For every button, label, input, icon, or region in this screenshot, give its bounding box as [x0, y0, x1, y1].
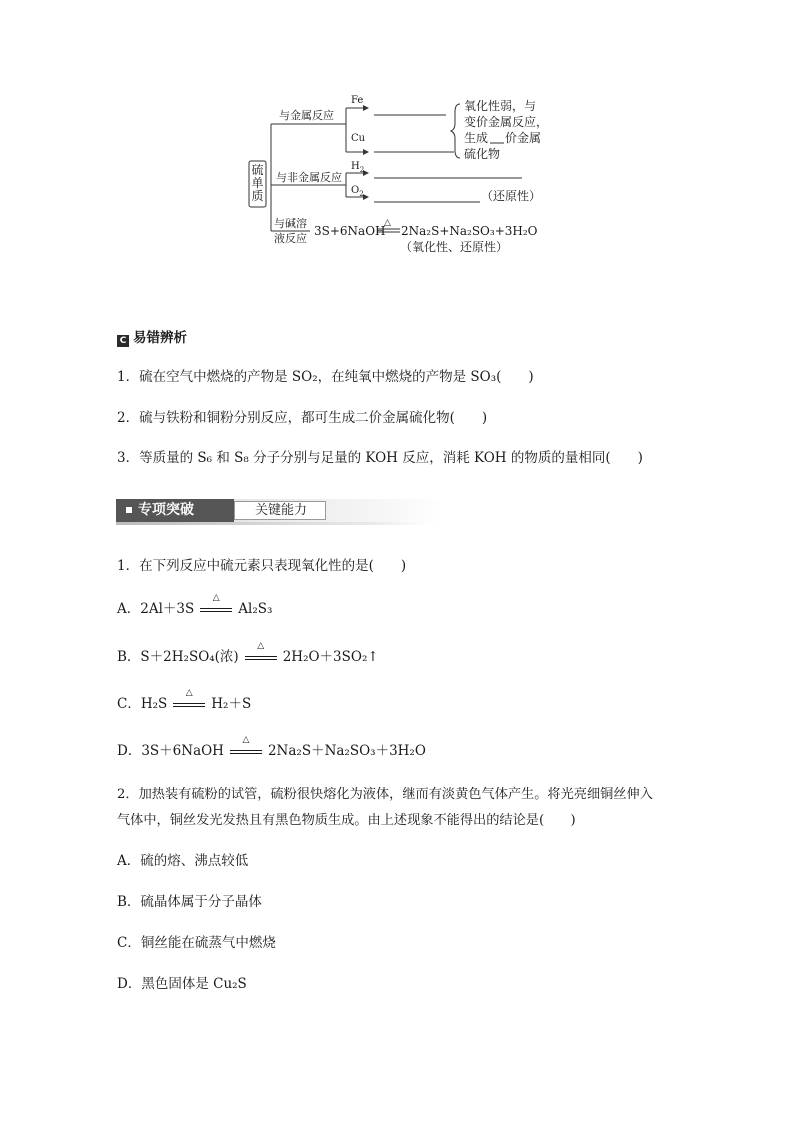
q2-option-b: B．硫晶体属于分子晶体: [117, 894, 262, 910]
fe-label: Fe: [351, 95, 364, 106]
q2-option-a: A．硫的熔、沸点较低: [117, 853, 249, 869]
diagram-lines: [0, 0, 794, 270]
banner-title: 专项突破: [138, 502, 194, 518]
q2-option-c: C．铜丝能在硫蒸气中燃烧: [117, 935, 276, 951]
alkali-rhs: 2Na₂S+Na₂SO₃+3H₂O: [401, 224, 538, 238]
q1-option-a: A．2Al＋3S △ Al₂S₃: [117, 592, 273, 617]
reducing-note: （还原性）: [481, 189, 542, 203]
error-item-3: 3．等质量的 S₆ 和 S₈ 分子分别与足量的 KOH 反应，消耗 KOH 的物质的量相同( ): [117, 450, 643, 466]
h2-label: $H_2$: [351, 161, 365, 174]
heat-symbol: △: [212, 592, 220, 603]
metal-note-1: 氧化性弱，与: [464, 99, 537, 113]
banner-tag: 关键能力: [254, 503, 307, 518]
error-item-1: 1．硫在空气中燃烧的产物是 SO₂，在纯氧中燃烧的产物是 SO₃( ): [117, 369, 534, 385]
q2-stem-line-2: 气体中，铜丝发光发热且有黑色物质生成。由上述现象不能得出的结论是( ): [117, 813, 576, 828]
heat-symbol: △: [257, 640, 265, 651]
root-label: 硫单质: [251, 163, 264, 203]
alkali-label-1: 与碱溶: [274, 217, 307, 230]
metal-note-2: 变价金属反应，: [464, 115, 549, 129]
cu-label: Cu: [351, 133, 366, 144]
error-item-2: 2．硫与铁粉和铜粉分别反应，都可生成二价金属硫化物( ): [117, 410, 488, 426]
heat-symbol: △: [185, 687, 193, 698]
q1-stem: 1．在下列反应中硫元素只表现氧化性的是( ): [117, 558, 407, 574]
metal-note-3b: 价金属: [505, 131, 542, 145]
q1-option-d: D．3S＋6NaOH △ 2Na₂S＋Na₂SO₃＋3H₂O: [117, 734, 426, 759]
q2-option-d: D．黑色固体是 Cu₂S: [117, 976, 247, 992]
o2-label: $O_2$: [351, 185, 364, 198]
heat-symbol: △: [242, 734, 250, 745]
metal-branch-label: 与金属反应: [279, 109, 334, 122]
alkali-note: （氧化性、还原性）: [400, 240, 509, 254]
q2-stem-line-1: 2．加热装有硫粉的试管，硫粉很快熔化为液体，继而有淡黄色气体产生。将光亮细铜丝伸入: [117, 787, 653, 802]
nonmetal-branch-label: 与非金属反应: [276, 171, 342, 184]
banner-square-icon: [126, 507, 132, 513]
metal-note-4: 硫化物: [464, 147, 501, 161]
alkali-lhs: 3S+6NaOH: [314, 224, 386, 238]
q1-option-c: C．H₂S △ H₂＋S: [117, 687, 252, 712]
alkali-label-2: 液反应: [274, 232, 307, 245]
errors-section-title: 易错辨析: [133, 330, 187, 346]
q1-option-b: B．S＋2H₂SO₄(浓) △ 2H₂O＋3SO₂↑: [117, 640, 379, 665]
errors-section-heading: [117, 326, 187, 347]
metal-note-3a: 生成: [464, 131, 489, 145]
section-c-icon: C: [117, 335, 129, 347]
metal-brace: [451, 104, 460, 158]
alkali-heat: △: [384, 218, 391, 228]
section-banner: [116, 499, 431, 525]
